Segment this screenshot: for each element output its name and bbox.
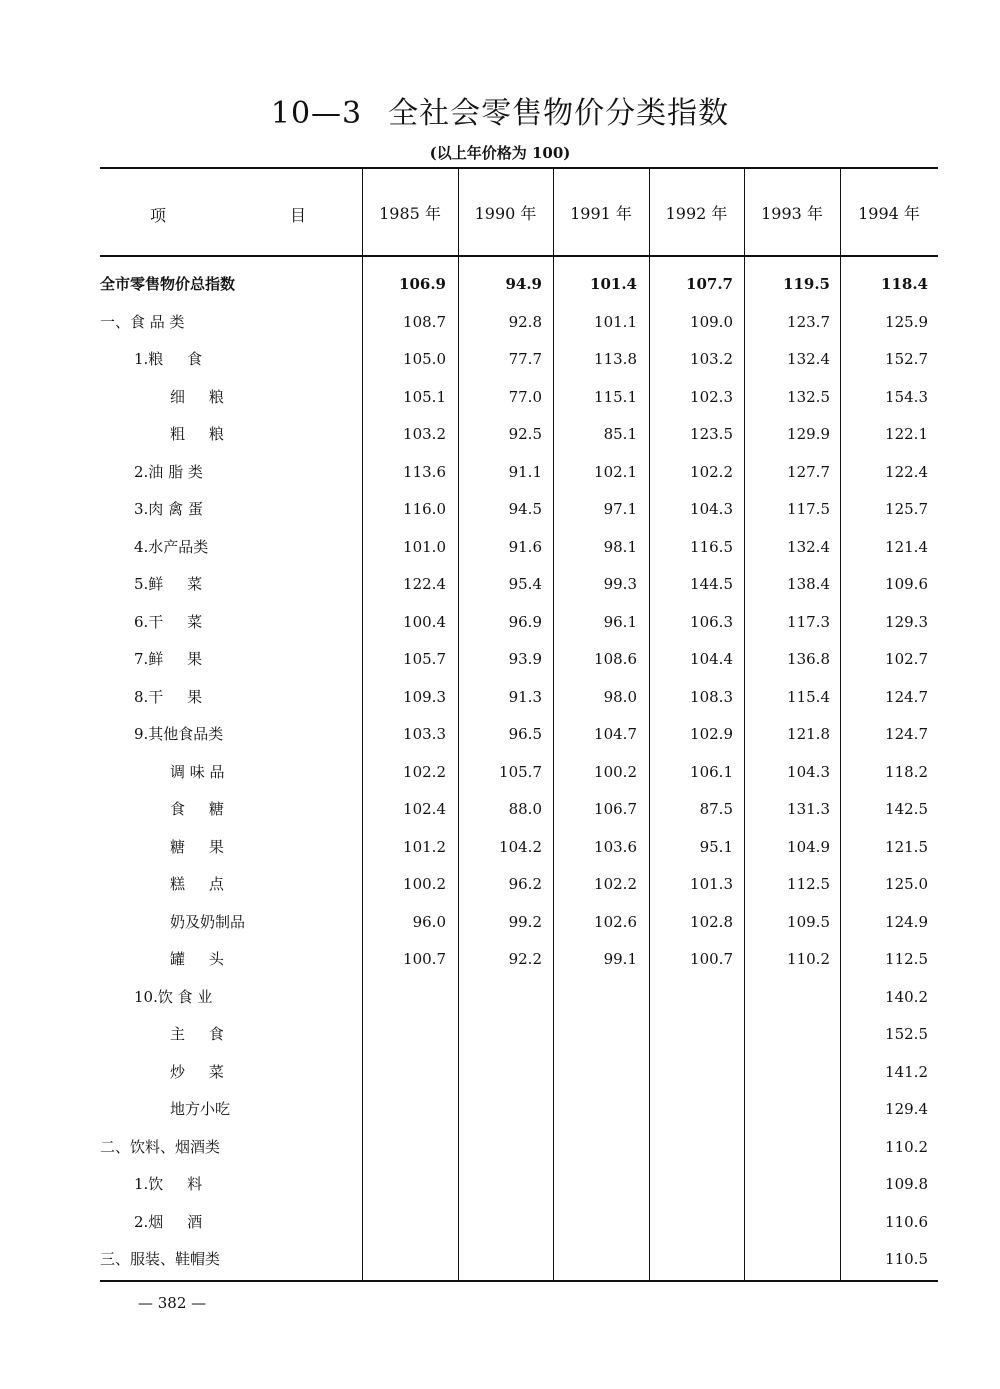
cell-value xyxy=(366,1091,446,1128)
cell-value: 102.6 xyxy=(594,912,637,931)
cell-value: 77.0 xyxy=(508,387,542,406)
row-label: 奶及奶制品 xyxy=(170,912,246,931)
table-row xyxy=(100,491,938,528)
cell-value: 92.8 xyxy=(508,312,542,331)
cell-value: 112.5 xyxy=(787,875,830,893)
cell-value xyxy=(557,979,637,1016)
cell-value: 132.5 xyxy=(787,387,830,406)
table-row xyxy=(100,641,938,678)
cell-value: 122.4 xyxy=(403,575,446,593)
cell-value xyxy=(557,1016,637,1053)
header-item-char: 目 xyxy=(290,206,307,225)
cell-value: 104.2 xyxy=(499,837,542,856)
row-label: 二、饮料、烟酒类 xyxy=(100,1137,221,1156)
cell-value xyxy=(557,1204,637,1241)
table-subtitle: (以上年价格为 100) xyxy=(429,144,571,162)
table-row xyxy=(100,566,938,603)
cell-value: 100.4 xyxy=(403,612,446,631)
cell-value: 152.7 xyxy=(885,350,928,368)
row-label: 6.干 菜 xyxy=(134,612,203,631)
row-label: 罐 头 xyxy=(170,950,224,968)
table-row xyxy=(100,341,938,378)
cell-value: 102.2 xyxy=(690,462,733,481)
row-label: 7.鲜 果 xyxy=(134,650,203,668)
cell-value: 108.3 xyxy=(690,687,733,706)
cell-value xyxy=(653,1016,733,1053)
row-label: 2.油 脂 类 xyxy=(134,462,203,481)
cell-value: 94.9 xyxy=(505,275,542,293)
table-row xyxy=(100,1054,938,1091)
cell-value: 105.1 xyxy=(403,387,446,406)
cell-value: 102.4 xyxy=(403,800,446,818)
cell-value: 100.2 xyxy=(403,875,446,893)
cell-value: 125.9 xyxy=(885,312,928,331)
cell-value: 102.2 xyxy=(403,762,446,781)
table-row xyxy=(100,454,938,491)
cell-value: 97.1 xyxy=(603,500,637,518)
cell-value: 122.4 xyxy=(885,462,928,481)
cell-value: 136.8 xyxy=(787,650,830,668)
table-row xyxy=(100,829,938,866)
table-row xyxy=(100,1091,938,1128)
cell-value: 132.4 xyxy=(787,537,830,556)
cell-value: 117.3 xyxy=(787,612,830,631)
table-row xyxy=(100,979,938,1016)
row-label: 食 糖 xyxy=(170,800,224,818)
cell-value: 105.7 xyxy=(499,762,542,781)
cell-value: 118.2 xyxy=(885,762,928,781)
cell-value: 102.3 xyxy=(690,387,733,406)
cell-value xyxy=(653,1204,733,1241)
cell-value xyxy=(462,1129,542,1166)
table-row xyxy=(100,754,938,791)
cell-value: 96.2 xyxy=(508,875,542,893)
cell-value: 98.1 xyxy=(603,537,637,556)
row-label: 主 食 xyxy=(170,1025,224,1043)
cell-value: 99.3 xyxy=(603,575,637,593)
cell-value xyxy=(366,1204,446,1241)
cell-value: 108.7 xyxy=(403,312,446,331)
cell-value: 77.7 xyxy=(508,350,542,368)
cell-value: 102.2 xyxy=(594,875,637,893)
cell-value: 109.6 xyxy=(885,575,928,593)
cell-value: 108.6 xyxy=(594,650,637,668)
cell-value: 112.5 xyxy=(885,950,928,968)
table-number: 10—3 xyxy=(270,96,363,131)
cell-value xyxy=(462,1166,542,1203)
row-label: 细 粮 xyxy=(170,387,224,406)
cell-value xyxy=(557,1091,637,1128)
table-row xyxy=(100,379,938,416)
cell-value xyxy=(653,1129,733,1166)
cell-value: 122.1 xyxy=(885,425,928,443)
table-row xyxy=(100,1204,938,1241)
cell-value xyxy=(750,1054,830,1091)
cell-value xyxy=(366,1129,446,1166)
cell-value: 104.4 xyxy=(690,650,733,668)
table-row xyxy=(100,941,938,978)
table-row xyxy=(100,529,938,566)
cell-value xyxy=(462,1091,542,1128)
cell-value: 103.2 xyxy=(690,350,733,368)
cell-value: 123.7 xyxy=(787,312,830,331)
row-label: 调 味 品 xyxy=(170,762,225,781)
cell-value: 127.7 xyxy=(787,462,830,481)
cell-value: 105.7 xyxy=(403,650,446,668)
header-item-char: 项 xyxy=(150,206,167,225)
row-label: 三、服装、鞋帽类 xyxy=(100,1250,221,1268)
table-title-text: 全社会零售物价分类指数 xyxy=(388,96,730,131)
cell-value xyxy=(462,1016,542,1053)
cell-value: 91.3 xyxy=(508,687,542,706)
cell-value xyxy=(653,1166,733,1203)
header-year: 1993 年 xyxy=(761,203,823,223)
row-label: 糖 果 xyxy=(170,837,224,856)
cell-value: 106.7 xyxy=(594,800,637,818)
cell-value: 94.5 xyxy=(508,500,542,518)
row-label: 糕 点 xyxy=(170,875,224,893)
row-label: 全市零售物价总指数 xyxy=(100,275,236,293)
cell-value: 104.3 xyxy=(690,500,733,518)
row-label: 1.粮 食 xyxy=(134,350,203,368)
cell-value xyxy=(366,1016,446,1053)
cell-value: 115.4 xyxy=(787,687,830,706)
cell-value: 102.9 xyxy=(690,725,733,743)
cell-value: 125.7 xyxy=(885,500,928,518)
row-label: 8.干 果 xyxy=(134,687,203,706)
cell-value: 103.2 xyxy=(403,425,446,443)
cell-value: 98.0 xyxy=(603,687,637,706)
cell-value: 99.1 xyxy=(603,950,637,968)
cell-value: 113.6 xyxy=(403,462,446,481)
cell-value: 124.7 xyxy=(885,687,928,706)
cell-value: 113.8 xyxy=(594,350,637,368)
table-row xyxy=(100,604,938,641)
table-row xyxy=(100,679,938,716)
cell-value xyxy=(653,1054,733,1091)
cell-value: 106.1 xyxy=(690,762,733,781)
cell-value: 141.2 xyxy=(885,1062,928,1081)
row-label: 炒 菜 xyxy=(170,1062,224,1081)
header-year: 1994 年 xyxy=(858,203,920,223)
price-index-table xyxy=(100,167,938,1282)
header-year: 1985 年 xyxy=(379,203,441,223)
cell-value: 144.5 xyxy=(690,575,733,593)
cell-value xyxy=(366,979,446,1016)
cell-value: 109.8 xyxy=(885,1175,928,1193)
cell-value: 121.4 xyxy=(885,537,928,556)
cell-value xyxy=(750,1129,830,1166)
cell-value: 105.0 xyxy=(403,350,446,368)
cell-value: 132.4 xyxy=(787,350,830,368)
header-year: 1992 年 xyxy=(665,203,728,223)
cell-value: 96.5 xyxy=(508,725,542,743)
cell-value: 124.7 xyxy=(885,725,928,743)
cell-value: 102.7 xyxy=(885,650,928,668)
cell-value: 107.7 xyxy=(686,275,733,293)
cell-value: 95.1 xyxy=(699,837,733,856)
cell-value xyxy=(653,1091,733,1128)
cell-value: 102.8 xyxy=(690,912,733,931)
row-label: 地方小吃 xyxy=(170,1100,231,1118)
cell-value: 104.7 xyxy=(594,725,637,743)
cell-value: 116.5 xyxy=(690,537,733,556)
cell-value xyxy=(462,1204,542,1241)
cell-value: 103.3 xyxy=(403,725,446,743)
cell-value: 87.5 xyxy=(699,800,733,818)
cell-value: 110.2 xyxy=(885,1137,928,1156)
cell-value: 125.0 xyxy=(885,875,928,893)
table-row xyxy=(100,1241,938,1278)
row-label: 5.鲜 菜 xyxy=(134,575,203,593)
cell-value xyxy=(750,1204,830,1241)
cell-value: 140.2 xyxy=(885,987,928,1006)
cell-value xyxy=(750,1016,830,1053)
cell-value: 115.1 xyxy=(594,387,637,406)
cell-value: 131.3 xyxy=(787,800,830,818)
table-row xyxy=(100,791,938,828)
cell-value: 152.5 xyxy=(885,1025,928,1043)
header-item xyxy=(100,169,362,255)
cell-value: 129.9 xyxy=(787,425,830,443)
row-label: 1.饮 料 xyxy=(134,1175,203,1193)
row-label: 9.其他食品类 xyxy=(134,725,224,743)
cell-value: 117.5 xyxy=(787,500,830,518)
cell-value xyxy=(653,979,733,1016)
cell-value: 104.3 xyxy=(787,762,830,781)
cell-value xyxy=(462,1054,542,1091)
cell-value: 110.5 xyxy=(885,1250,928,1268)
table-row xyxy=(100,266,938,303)
cell-value: 96.1 xyxy=(603,612,637,631)
cell-value: 85.1 xyxy=(603,425,637,443)
cell-value: 100.7 xyxy=(690,950,733,968)
cell-value xyxy=(653,1241,733,1278)
cell-value xyxy=(750,1241,830,1278)
cell-value: 110.6 xyxy=(885,1212,928,1231)
table-title xyxy=(0,88,1000,132)
cell-value: 124.9 xyxy=(885,912,928,931)
cell-value: 109.3 xyxy=(403,687,446,706)
cell-value: 104.9 xyxy=(787,837,830,856)
cell-value xyxy=(557,1166,637,1203)
cell-value: 96.9 xyxy=(508,612,542,631)
cell-value: 121.8 xyxy=(787,725,830,743)
cell-value: 118.4 xyxy=(881,275,928,293)
cell-value: 154.3 xyxy=(885,387,928,406)
cell-value xyxy=(750,1166,830,1203)
table-row xyxy=(100,904,938,941)
cell-value xyxy=(557,1054,637,1091)
cell-value: 96.0 xyxy=(412,912,446,931)
cell-value: 101.4 xyxy=(590,275,637,293)
row-label: 10.饮 食 业 xyxy=(134,987,213,1006)
table-row xyxy=(100,1129,938,1166)
row-label: 4.水产品类 xyxy=(134,537,209,556)
cell-value: 109.0 xyxy=(690,312,733,331)
cell-value: 129.3 xyxy=(885,612,928,631)
cell-value: 88.0 xyxy=(508,800,542,818)
cell-value: 92.5 xyxy=(508,425,542,443)
cell-value: 91.6 xyxy=(508,537,542,556)
cell-value xyxy=(750,979,830,1016)
cell-value: 123.5 xyxy=(690,425,733,443)
cell-value: 116.0 xyxy=(403,500,446,518)
table-row xyxy=(100,866,938,903)
cell-value: 101.2 xyxy=(403,837,446,856)
cell-value xyxy=(557,1129,637,1166)
cell-value: 109.5 xyxy=(787,912,830,931)
page-number: — 382 — xyxy=(138,1294,207,1312)
cell-value: 100.7 xyxy=(403,950,446,968)
cell-value: 121.5 xyxy=(885,837,928,856)
cell-value: 142.5 xyxy=(885,800,928,818)
row-label: 粗 粮 xyxy=(170,425,224,443)
table-row xyxy=(100,716,938,753)
cell-value: 100.2 xyxy=(594,762,637,781)
cell-value: 92.2 xyxy=(508,950,542,968)
cell-value: 103.6 xyxy=(594,837,637,856)
table-row xyxy=(100,1016,938,1053)
row-label: 一、食 品 类 xyxy=(100,312,185,331)
cell-value xyxy=(366,1054,446,1091)
cell-value: 129.4 xyxy=(885,1100,928,1118)
cell-value: 119.5 xyxy=(783,275,830,293)
cell-value: 106.3 xyxy=(690,612,733,631)
cell-value: 93.9 xyxy=(508,650,542,668)
cell-value: 102.1 xyxy=(594,462,637,481)
table-row xyxy=(100,416,938,453)
cell-value: 106.9 xyxy=(399,275,446,293)
cell-value: 95.4 xyxy=(508,575,542,593)
cell-value: 101.1 xyxy=(594,312,637,331)
table-row xyxy=(100,1166,938,1203)
table-row xyxy=(100,304,938,341)
cell-value xyxy=(366,1166,446,1203)
header-divider xyxy=(100,255,938,257)
row-label: 3.肉 禽 蛋 xyxy=(134,500,203,518)
cell-value: 91.1 xyxy=(508,462,542,481)
cell-value xyxy=(462,979,542,1016)
header-year: 1990 年 xyxy=(474,203,537,223)
cell-value: 101.0 xyxy=(403,537,446,556)
cell-value xyxy=(557,1241,637,1278)
row-label: 2.烟 酒 xyxy=(134,1212,203,1231)
cell-value: 138.4 xyxy=(787,575,830,593)
cell-value xyxy=(462,1241,542,1278)
cell-value xyxy=(750,1091,830,1128)
cell-value: 110.2 xyxy=(787,950,830,968)
cell-value: 101.3 xyxy=(690,875,733,893)
cell-value xyxy=(366,1241,446,1278)
cell-value: 99.2 xyxy=(508,912,542,931)
header-year: 1991 年 xyxy=(570,203,632,223)
